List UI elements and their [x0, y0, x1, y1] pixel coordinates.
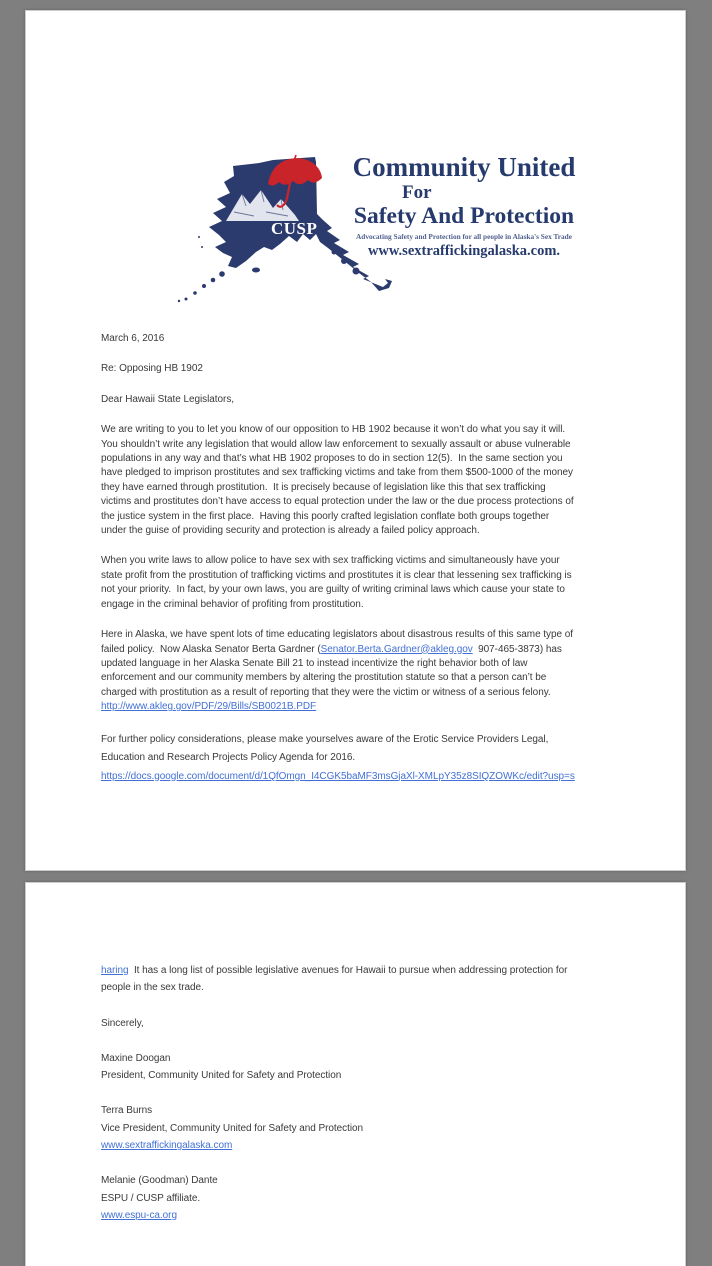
- paragraph: [101, 332, 661, 346]
- text-run: the justice system in the first place. Having this poorly crafted legislation conflate both groups together: [101, 510, 550, 522]
- text-line: [101, 466, 661, 480]
- hyperlink[interactable]: haring: [101, 965, 129, 976]
- text-line: [101, 481, 661, 495]
- text-run: Re: Opposing HB 1902: [101, 363, 203, 375]
- text-run: Vice President, Community United for Safety and Protection: [101, 1122, 364, 1134]
- text-line: [101, 731, 661, 750]
- text-run: victims and prostitutes don’t have access to equal protection under the law or the due process protections of: [101, 496, 574, 508]
- hyperlink[interactable]: www.sextraffickingalaska.com: [101, 1140, 233, 1152]
- text-run: When you write laws to allow police to have sex with sex trafficking victims and simultaneously have your: [101, 555, 560, 567]
- text-run: March 6, 2016: [101, 333, 165, 344]
- paragraph: [101, 362, 661, 376]
- letter-page-1: [25, 10, 686, 871]
- paragraph: [101, 1172, 661, 1224]
- org-name-line-2: For: [402, 182, 432, 203]
- text-line: [101, 671, 661, 685]
- text-run: Terra Burns: [101, 1105, 153, 1117]
- text-line: [101, 1207, 661, 1224]
- text-run: Here in Alaska, we have spent lots of time educating legislators about disastrous results of this same type of: [101, 629, 573, 641]
- text-line: [101, 768, 661, 787]
- text-run: Melanie (Goodman) Dante: [101, 1175, 218, 1187]
- text-line: [101, 979, 661, 996]
- text-run: Sincerely,: [101, 1017, 144, 1029]
- text-run: updated language in her Alaska Senate Bill 21 to instead incentivize the right behavior both of law: [101, 657, 528, 669]
- text-line: [101, 423, 661, 437]
- text-run: under the guise of providing security and protection is already a failed policy approach.: [101, 525, 480, 537]
- paragraph: [101, 554, 661, 612]
- hyperlink[interactable]: http://www.akleg.gov/PDF/29/Bills/SB0021B.PDF: [101, 701, 317, 713]
- text-run: 907-465-3873) has: [472, 643, 562, 655]
- paragraph: [101, 731, 661, 787]
- letter-body-page-1: [101, 332, 661, 802]
- text-run: not your priority. In fact, by your own laws, you are guilty of writing criminal laws which cause your state to: [101, 584, 565, 596]
- text-run: ESPU / CUSP affiliate.: [101, 1192, 201, 1204]
- org-name-line-3: Safety And Protection: [353, 203, 575, 229]
- text-run: engage in the criminal behavior of profiting from prostitution.: [101, 598, 364, 610]
- text-line: [101, 962, 661, 979]
- text-line: [101, 524, 661, 538]
- text-run: they have earned through prostitution. It is precisely because of legislation like this that sex trafficking: [101, 481, 546, 493]
- text-run: state profit from the prostitution of trafficking victims and prostitutes it is clear that lessening sex trafficking is: [101, 569, 572, 581]
- text-line: [101, 510, 661, 524]
- text-run: You shouldn’t write any legislation that would allow law enforcement to sexually assault or abuse vulnerable: [101, 438, 571, 450]
- text-run: Maxine Doogan: [101, 1052, 171, 1064]
- paragraph: [101, 628, 661, 714]
- text-line: [101, 583, 661, 597]
- text-line: [101, 686, 661, 700]
- text-line: [101, 332, 661, 346]
- text-run: failed policy. Now Alaska Senator Berta Gardner (: [101, 643, 321, 655]
- text-line: [101, 495, 661, 509]
- text-line: [101, 393, 661, 407]
- text-line: [101, 1015, 661, 1032]
- org-name-line-1: Community United: [352, 152, 576, 182]
- text-line: [101, 362, 661, 376]
- paragraph: [101, 393, 661, 407]
- text-line: [101, 569, 661, 583]
- hyperlink[interactable]: https://docs.google.com/document/d/1QfOmgn_I4CGK5baMF3msGjaXl-XMLpY35z8SIQZOWKc/edit?usp=s: [101, 770, 575, 782]
- text-run: populations in any way and that’s what HB 1902 proposes to do in section 12(5). In the same section you: [101, 453, 563, 465]
- text-run: Dear Hawaii State Legislators,: [101, 393, 235, 405]
- text-line: [101, 657, 661, 671]
- org-website: www.sextraffickingalaska.com.: [367, 243, 561, 259]
- paragraph: [101, 962, 661, 997]
- org-tagline: Advocating Safety and Protection for all people in Alaska's Sex Trade: [356, 232, 572, 241]
- paragraph: [101, 1102, 661, 1154]
- text-line: [101, 1102, 661, 1119]
- text-run: For further policy considerations, please make yourselves aware of the Erotic Service Providers Legal,: [101, 733, 549, 745]
- text-line: [101, 1050, 661, 1067]
- text-run: people in the sex trade.: [101, 982, 204, 994]
- text-line: [101, 1120, 661, 1137]
- text-run: Education and Research Projects Policy Agenda for 2016.: [101, 752, 356, 764]
- text-line: [101, 598, 661, 612]
- text-run: charged with prostitution as a result of reporting that they were the victim or witness of a serious felony.: [101, 686, 551, 698]
- paragraph: [101, 1015, 661, 1032]
- logo-wordmark: [344, 154, 584, 259]
- cusp-acronym: CUSP: [271, 219, 318, 238]
- paragraph: [101, 1050, 661, 1085]
- text-run: We are writing to you to let you know of our opposition to HB 1902 because it won’t do what you say it will.: [101, 424, 566, 436]
- text-run: have pledged to imprison prostitutes and sex trafficking victims and take from them $500-1000 of the money: [101, 467, 573, 479]
- text-line: [101, 628, 661, 642]
- text-run: President, Community United for Safety and Protection: [101, 1070, 342, 1082]
- hyperlink[interactable]: www.espu-ca.org: [101, 1209, 177, 1221]
- text-run: It has a long list of possible legislative avenues for Hawaii to pursue when addressing protection for: [128, 965, 568, 976]
- text-line: [101, 643, 661, 657]
- cusp-logo: [176, 151, 606, 316]
- text-line: [101, 749, 661, 768]
- text-line: [101, 554, 661, 568]
- text-line: [101, 1067, 661, 1084]
- text-line: [101, 1172, 661, 1189]
- text-line: [101, 1137, 661, 1154]
- letter-body-page-2: [101, 962, 661, 1242]
- hyperlink[interactable]: Senator.Berta.Gardner@akleg.gov: [320, 643, 473, 655]
- text-line: [101, 1190, 661, 1207]
- text-line: [101, 438, 661, 452]
- text-run: enforcement and our community members by altering the prostitution statute so that a person can’t be: [101, 672, 547, 684]
- text-line: [101, 700, 661, 714]
- letter-page-2: [25, 882, 686, 1266]
- text-line: [101, 452, 661, 466]
- paragraph: [101, 423, 661, 538]
